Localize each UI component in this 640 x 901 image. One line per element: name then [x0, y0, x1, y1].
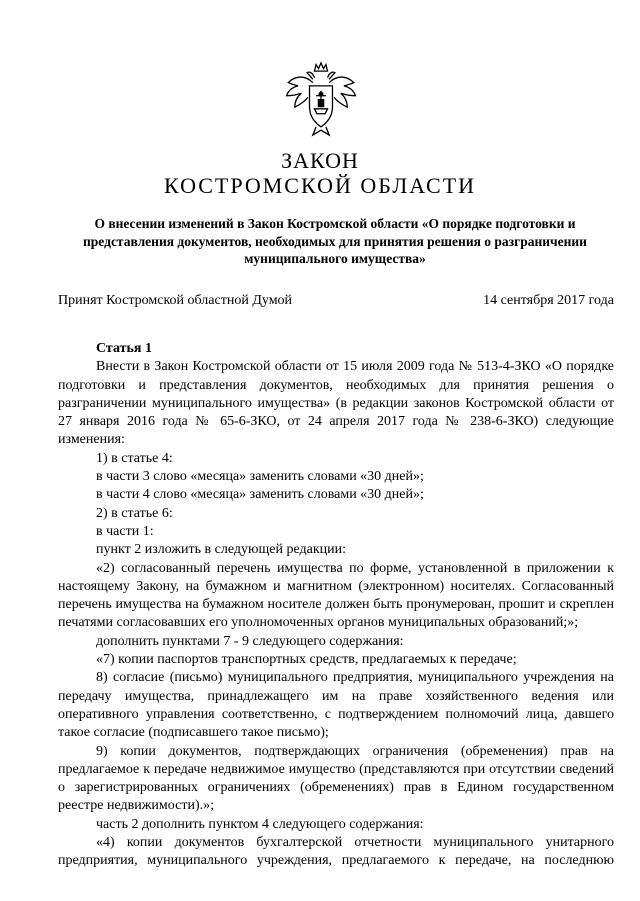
adoption-line — [58, 293, 614, 309]
paragraph: «2) согласованный перечень имущества по форме, установленной в приложении к настоящему Закону, на бумажном и магнитном (электронном) носителях. Согласованный перечень имущества на бумажном носителе должен быть пронумерован, прошит и скреплен печатями согласовавших его уполномоченных органов муниципальных образований;»; — [58, 560, 614, 631]
paragraph: 1) в статье 4: — [96, 450, 173, 466]
paragraph: «4) копии документов бухгалтерской отчетности муниципального унитарного предприятия, муниципального учреждения, предлагаемого к передаче, на последнюю — [58, 835, 614, 869]
adoption-date: 14 сентября 2017 года — [483, 293, 614, 308]
paragraph: в части 4 слово «месяца» заменить словами «30 дней»; — [96, 487, 424, 503]
document-title-line2: КОСТРОМСКОЙ ОБЛАСТИ — [163, 173, 477, 198]
adopted-by: Принят Костромской областной Думой — [58, 293, 293, 308]
paragraph: 8) согласие (письмо) муниципального предприятия, муниципального учреждения на передачу имущества, принадлежащего им на праве хозяйственного ведения или оперативного управления соответственно, с подтверждением полномочий лица, давшего такое согласие (подписавшего такое письмо); — [58, 670, 614, 741]
paragraph: в части 1: — [96, 523, 154, 539]
article-heading: Статья 1 — [96, 341, 152, 356]
paragraph: 2) в статье 6: — [96, 505, 173, 521]
document-subtitle: О внесении изменений в Закон Костромской области «О порядке подготовки и представления документов, необходимых для принятия решения о разграничении муниципального имущества» — [83, 216, 587, 266]
paragraph: дополнить пунктами 7 - 9 следующего содержания: — [96, 633, 404, 649]
paragraph: Внести в Закон Костромской области от 15 июля 2009 года № 513-4-ЗКО «О порядке подготовки и представления документов, необходимых для принятия решения о разграничении муниципального имущества» (в редакции законов Костромской области от 27 января 2016 года № 65-6-ЗКО, от 24 апреля 2017 года № 238-6-ЗКО) следующие изменения: — [58, 359, 614, 448]
paragraph: 9) копии документов, подтверждающих ограничения (обременения) прав на предлагаемое к передаче недвижимое имущество (представляются при отсутствии сведений о зарегистрированных ограничениях (обременениях) прав в Едином государственном реестре недвижимости).»; — [58, 743, 614, 814]
paragraph: пункт 2 изложить в следующей редакции: — [96, 542, 346, 558]
document-body — [58, 340, 614, 871]
coat-of-arms-emblem — [280, 58, 362, 140]
paragraph: часть 2 дополнить пунктом 4 следующего содержания: — [96, 816, 424, 832]
paragraph: в части 3 слово «месяца» заменить словами «30 дней»; — [96, 469, 424, 485]
document-title-line1: ЗАКОН — [281, 148, 359, 173]
paragraph: «7) копии паспортов транспортных средств, предлагаемых к передаче; — [96, 652, 517, 668]
